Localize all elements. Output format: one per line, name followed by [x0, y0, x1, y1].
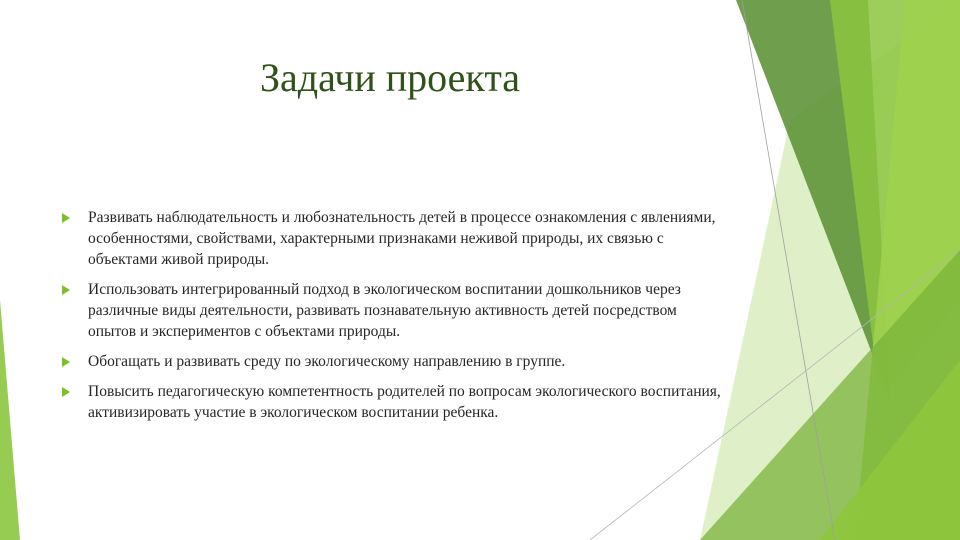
list-item	[62, 351, 722, 372]
triangle-right-icon	[62, 285, 70, 295]
bullet-text: Использовать интегрированный подход в экологическом воспитании дошкольников через различные виды деятельности, развивать познавательную активность детей посредством опытов и экспериментов с объектами природы.	[88, 281, 681, 340]
triangle-right-icon	[62, 357, 70, 367]
list-item	[62, 381, 722, 423]
left-edge-shape	[0, 300, 20, 540]
bullet-text: Обогащать и развивать среду по экологическому направлению в группе.	[88, 353, 566, 370]
bullet-text: Повысить педагогическую компетентность родителей по вопросам экологического воспитания, активизировать участие в экологическом воспитании ребенка.	[88, 383, 721, 421]
triangle-right-icon	[62, 387, 70, 397]
bullet-text: Развивать наблюдательность и любознательность детей в процессе ознакомления с явлениями, особенностями, свойствами, характерными признаками неживой природы, их связью с объектами живой природы.	[88, 209, 716, 268]
page-title: Задачи проекта	[259, 55, 521, 100]
list-item	[62, 207, 722, 270]
bullet-list	[62, 207, 722, 432]
triangle-right-icon	[62, 213, 70, 223]
list-item	[62, 279, 722, 342]
